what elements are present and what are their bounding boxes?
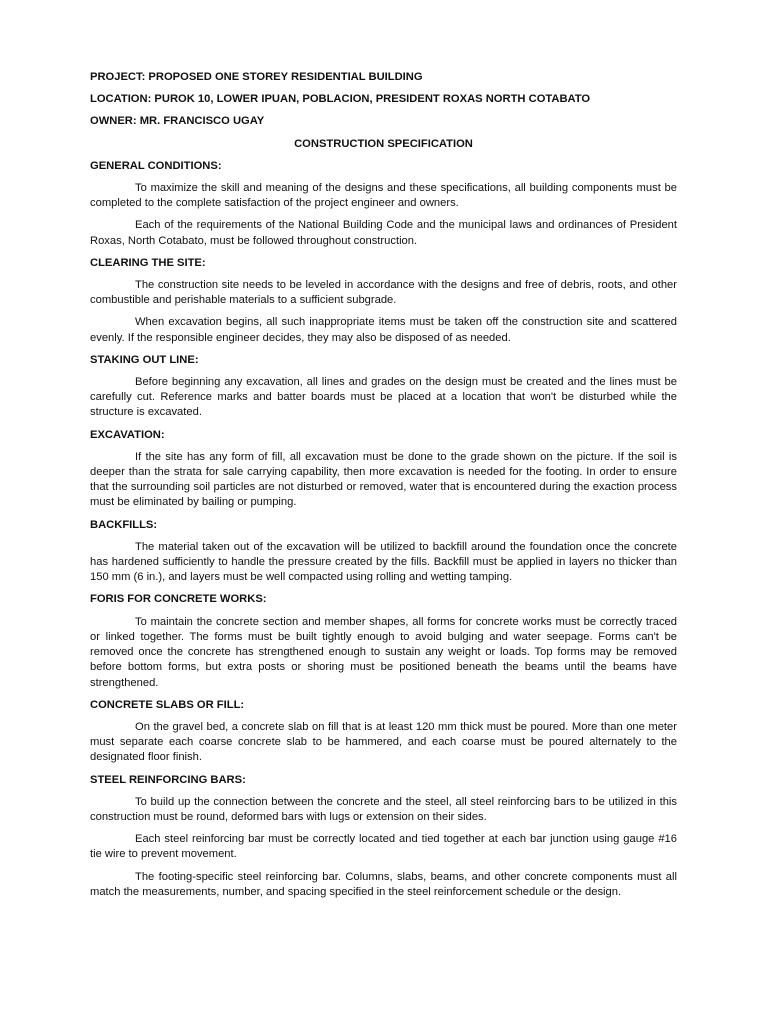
- section-general-conditions: [90, 159, 677, 249]
- section-paragraph: If the site has any form of fill, all excavation must be done to the grade shown on the picture. If the soil is deeper than the strata for sale carrying capability, then more excavation is needed for the footing. In order to ensure that the surrounding soil particles are not disturbed or removed, water that is encountered during the exaction process must be eliminated by bailing or pumping.: [90, 450, 677, 509]
- section-paragraph: To maximize the skill and meaning of the designs and these specifications, all building components must be completed to the complete satisfaction of the project engineer and owners.: [90, 182, 677, 210]
- section-heading: CLEARING THE SITE:: [90, 256, 206, 269]
- section-heading: FORIS FOR CONCRETE WORKS:: [90, 593, 267, 606]
- section-steel-reinforcing-bars: [90, 773, 677, 900]
- section-excavation: [90, 428, 677, 511]
- section-heading: CONCRETE SLABS OR FILL:: [90, 698, 245, 711]
- section-heading: STAKING OUT LINE:: [90, 353, 199, 366]
- location-line: LOCATION: PUROK 10, LOWER IPUAN, POBLACION, PRESIDENT ROXAS NORTH COTABATO: [90, 93, 591, 106]
- section-paragraph: To build up the connection between the concrete and the steel, all steel reinforcing bars to be utilized in this construction must be round, deformed bars with lugs or extension on their sides.: [90, 795, 677, 823]
- section-backfills: [90, 518, 677, 586]
- section-clearing-the-site: [90, 256, 677, 346]
- section-heading: GENERAL CONDITIONS:: [90, 159, 222, 172]
- section-paragraph: When excavation begins, all such inappropriate items must be taken off the construction site and scattered evenly. If the responsible engineer decides, they may also be disposed of as needed.: [90, 316, 677, 344]
- document-title: CONSTRUCTION SPECIFICATION: [294, 137, 473, 150]
- section-paragraph: Before beginning any excavation, all lines and grades on the design must be created and the lines must be carefully cut. Reference marks and batter boards must be placed at a location that won't be disturbed while the structure is excavated.: [90, 376, 677, 419]
- section-forms-for-concrete-works: [90, 592, 677, 690]
- section-paragraph: On the gravel bed, a concrete slab on fill that is at least 120 mm thick must be poured. More than one meter must separate each coarse concrete slab to be hammered, and each coarse must be poured alternately to the designated floor finish.: [90, 720, 677, 764]
- project-line: PROJECT: PROPOSED ONE STOREY RESIDENTIAL BUILDING: [90, 71, 423, 83]
- section-heading: BACKFILLS:: [90, 518, 158, 531]
- section-heading: EXCAVATION:: [90, 428, 165, 441]
- section-paragraph: The construction site needs to be leveled in accordance with the designs and free of debris, roots, and other combustible and perishable materials to a sufficient subgrade.: [90, 279, 677, 307]
- section-paragraph: To maintain the concrete section and member shapes, all forms for concrete works must be correctly traced or linked together. The forms must be built tightly enough to avoid bulging and water seepage. Forms can't be removed once the concrete has strengthened enough to sustain any weight or loads. Top forms may be removed before bottom forms, but extra posts or shoring must be positioned beneath the beams until the beams have strengthened.: [90, 615, 677, 689]
- section-paragraph: Each steel reinforcing bar must be correctly located and tied together at each bar junction using gauge #16 tie wire to prevent movement.: [90, 833, 677, 861]
- section-staking-out-line: [90, 353, 677, 421]
- section-paragraph: The material taken out of the excavation will be utilized to backfill around the foundation once the concrete has hardened sufficiently to handle the pressure created by the fills. Backfill must be applied in layers no thicker than 150 mm (6 in.), and layers must be well compacted using rolling and wetting tamping.: [90, 540, 677, 584]
- owner-line: OWNER: MR. FRANCISCO UGAY: [90, 115, 265, 128]
- section-paragraph: The footing-specific steel reinforcing bar. Columns, slabs, beams, and other concrete components must all match the measurements, number, and spacing specified in the steel reinforcement schedule or the design.: [90, 870, 677, 898]
- section-concrete-slabs-or-fill: [90, 698, 677, 766]
- document-page: [90, 70, 677, 907]
- section-paragraph: Each of the requirements of the National Building Code and the municipal laws and ordinances of President Roxas, North Cotabato, must be followed throughout construction.: [90, 219, 677, 247]
- section-heading: STEEL REINFORCING BARS:: [90, 773, 246, 786]
